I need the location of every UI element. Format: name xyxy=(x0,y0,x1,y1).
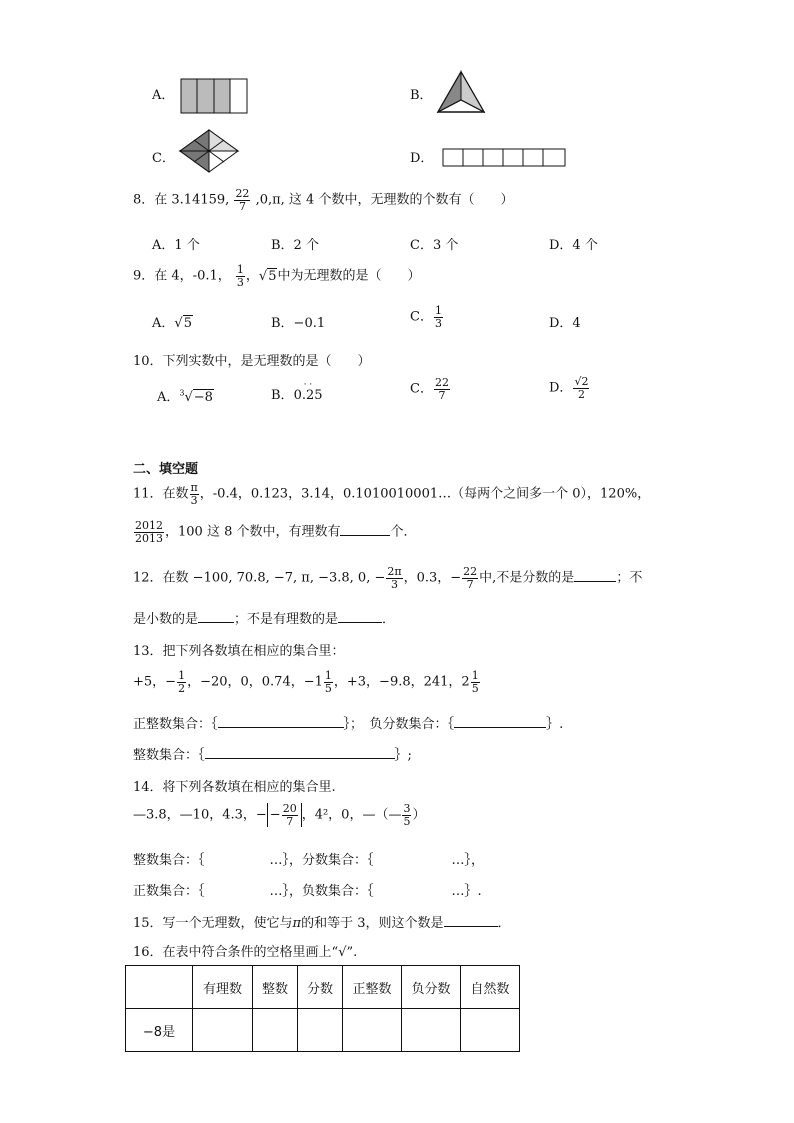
q9-fraction: $\frac{1}{3}$ xyxy=(236,263,244,289)
q13-set-line-1: 正整数集合：｛ ｝； 负分数集合：｛ ｝. xyxy=(133,717,564,732)
question-12-line-2: 是小数的是 ；不是有理数的是 ． xyxy=(133,612,396,627)
q8-option-c: C．3 个 xyxy=(410,238,459,253)
q12-blank-3[interactable] xyxy=(338,610,382,623)
table-header-row xyxy=(126,966,520,1009)
question-12-line-1: 12．在数 −100, 70.8, −7, π, −3.8, 0, − $\frac{2\pi}{3}$ ，0.3，− $\frac{22}{7}$ 中,不是分数的是 ；不 xyxy=(133,565,643,591)
q9-option-b: B．−0.1 xyxy=(271,316,326,331)
q13-numbers: +5，− $\frac{1}{2}$ ，−20，0，0.74，−1 $\frac{1}{5}$ ，+3，−9.8，241，2 $\frac{1}{5}$ xyxy=(133,669,479,695)
q11-answer-blank[interactable] xyxy=(340,523,390,536)
q7-option-c-diamond-figure xyxy=(178,128,240,174)
q7-option-d-label: D． xyxy=(410,151,434,166)
table-answer-cell[interactable] xyxy=(193,1009,253,1052)
table-row xyxy=(126,1009,520,1052)
question-16-stem: 16．在表中符合条件的空格里画上“√”. xyxy=(133,945,358,960)
q8-fraction: $\frac{22}{7}$ xyxy=(235,187,250,213)
table-answer-cell[interactable] xyxy=(253,1009,298,1052)
q9-option-c: C． $\frac{1}{3}$ xyxy=(410,304,442,330)
q10-option-c: C． $\frac{22}{7}$ xyxy=(410,376,449,402)
q10-option-a: A．$^3$√−8 xyxy=(157,388,213,405)
q7-option-a-rectangle-figure xyxy=(180,78,248,114)
q9-prefix: 9．在 4，-0.1， xyxy=(133,268,231,284)
table-answer-cell[interactable] xyxy=(461,1009,520,1052)
question-15: 15．写一个无理数，使它与π的和等于 3，则这个数是 ． xyxy=(133,916,511,931)
q10-option-b: B． · · 0.25 xyxy=(271,380,323,403)
q7-option-b-label: B． xyxy=(410,88,433,103)
q7-option-a-label: A． xyxy=(152,88,175,103)
q13-integer-blank[interactable] xyxy=(205,746,395,759)
question-10-stem: 10．下列实数中，是无理数的是（ ） xyxy=(133,354,371,369)
q7-option-c-label: C． xyxy=(152,151,175,166)
q14-numbers: —3.8，—10，4.3，− − $\frac{20}{7}$ ，4²，0，—（— $\frac{3}{5}$ ） xyxy=(133,802,426,828)
table-header-cell: 正整数 xyxy=(343,966,402,1009)
question-9-stem: 9．在 4，-0.1， $\frac{1}{3}$ ，√5中为无理数的是（ ） xyxy=(133,263,421,289)
q12-blank-2[interactable] xyxy=(198,610,234,623)
q9-option-d: D．4 xyxy=(549,316,581,331)
table-header-cell: 整数 xyxy=(253,966,298,1009)
q9-suffix: 中为无理数的是（ ） xyxy=(277,268,421,284)
table-answer-cell[interactable] xyxy=(298,1009,343,1052)
q14-set-line-2: 正数集合：｛ …｝，负数集合：｛ …｝. xyxy=(133,884,482,899)
q13-negative-fraction-blank[interactable] xyxy=(454,715,546,728)
q12-blank-1[interactable] xyxy=(574,569,616,582)
q15-answer-blank[interactable] xyxy=(444,914,498,927)
table-row-label: −8是 xyxy=(126,1009,193,1052)
q13-set-line-2: 整数集合：｛ ｝; xyxy=(133,748,412,763)
q14-set-line-1: 整数集合：｛ …｝，分数集合：｛ …｝， xyxy=(133,853,485,868)
q8-suffix: ,0,π, 这 4 个数中，无理数的个数有（ ） xyxy=(255,192,514,208)
q9-sqrt: √5 xyxy=(258,268,277,284)
q9-option-a: A．√5 xyxy=(152,316,192,331)
question-11-line-2: $\frac{2012}{2013}$ ，100 这 8 个数中，有理数有 个． xyxy=(135,519,417,545)
table-header-cell: 负分数 xyxy=(402,966,461,1009)
table-header-cell: 分数 xyxy=(298,966,343,1009)
question-13-stem: 13．把下列各数填在相应的集合里： xyxy=(133,644,345,659)
table-answer-cell[interactable] xyxy=(343,1009,402,1052)
q8-prefix: 8．在 3.14159, xyxy=(133,192,230,208)
q7-option-d-strip-figure xyxy=(442,148,566,168)
question-11-line-1: 11．在数 $\frac{\pi}{3}$ ，-0.4，0.123，3.14，0.1010010001…（每两个之间多一个 0），120%， xyxy=(133,481,651,507)
table-answer-cell[interactable] xyxy=(402,1009,461,1052)
q13-positive-integer-blank[interactable] xyxy=(218,715,344,728)
q9-option-c-fraction: $\frac{1}{3}$ xyxy=(434,304,442,330)
q8-option-d: D．4 个 xyxy=(549,238,598,253)
q8-option-a: A．1 个 xyxy=(152,238,200,253)
question-8-stem xyxy=(133,188,513,212)
question-14-stem: 14．将下列各数填在相应的集合里. xyxy=(133,780,336,795)
section-title: 二、填空题 xyxy=(133,462,199,477)
q7-option-b-triangle-figure xyxy=(436,70,486,114)
q16-table xyxy=(125,965,520,1052)
q10-option-d: D． $\frac{√2}{2}$ xyxy=(549,375,589,401)
q8-option-b: B．2 个 xyxy=(271,238,319,253)
table-header-cell: 自然数 xyxy=(461,966,520,1009)
table-header-cell: 有理数 xyxy=(193,966,253,1009)
q9-option-a-sqrt: √5 xyxy=(174,316,192,331)
table-header-cell xyxy=(126,966,193,1009)
